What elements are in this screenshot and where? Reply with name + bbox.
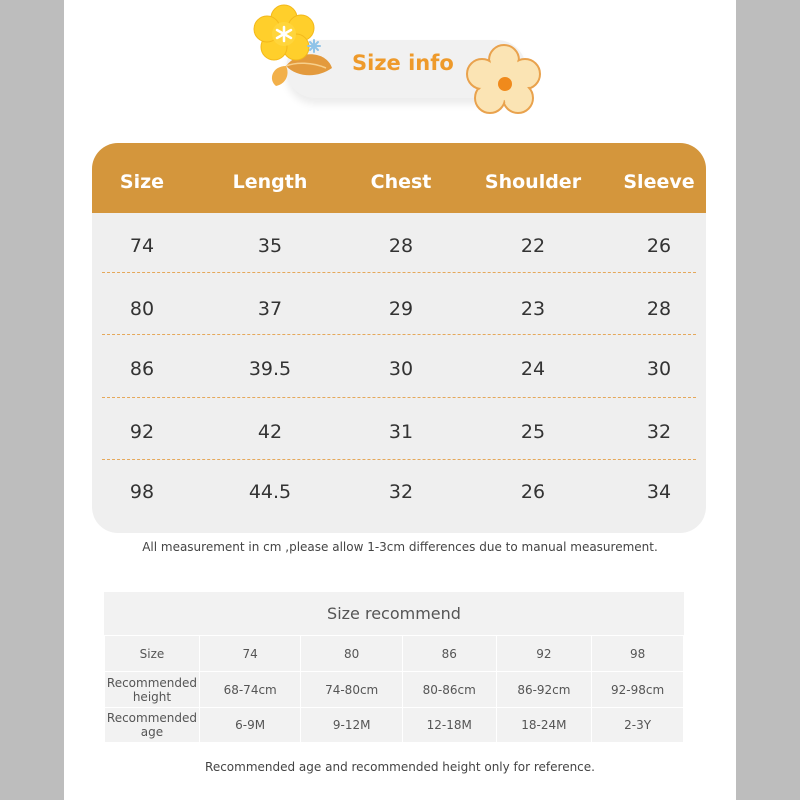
cell-chest: 28 [388, 235, 414, 257]
cell-sleeve: 32 [646, 421, 672, 443]
row-divider [102, 272, 696, 273]
cell-size: 92 [129, 421, 155, 443]
table-cell: 98 [592, 636, 684, 672]
cell-chest: 30 [388, 358, 414, 380]
cell-chest: 31 [388, 421, 414, 443]
row-label: Recommended age [105, 708, 200, 743]
table-cell: 86-92cm [496, 672, 592, 708]
table-row [92, 402, 706, 462]
table-row [92, 462, 706, 522]
table-row [92, 339, 706, 399]
table-row [105, 636, 684, 672]
left-gray-border [0, 0, 64, 800]
cell-size: 80 [129, 298, 155, 320]
cell-length: 44.5 [248, 481, 292, 503]
table-cell: 80-86cm [402, 672, 496, 708]
measurement-note: All measurement in cm ,please allow 1-3cm differences due to manual measurement. [142, 540, 658, 554]
cell-shoulder: 22 [520, 235, 546, 257]
row-label: Size [105, 636, 200, 672]
recommend-grid [104, 635, 684, 743]
table-row [92, 216, 706, 276]
cell-shoulder: 25 [520, 421, 546, 443]
cell-size: 86 [129, 358, 155, 380]
cell-length: 37 [257, 298, 283, 320]
table-row [105, 708, 684, 743]
header-size: Size [119, 171, 165, 193]
cell-shoulder: 24 [520, 358, 546, 380]
table-cell: 86 [402, 636, 496, 672]
cell-shoulder: 23 [520, 298, 546, 320]
recommend-title: Size recommend [327, 604, 461, 623]
cell-length: 39.5 [248, 358, 292, 380]
cell-length: 42 [257, 421, 283, 443]
cell-size: 74 [129, 235, 155, 257]
cell-sleeve: 30 [646, 358, 672, 380]
table-cell: 92-98cm [592, 672, 684, 708]
table-cell: 68-74cm [199, 672, 301, 708]
cell-sleeve: 26 [646, 235, 672, 257]
table-cell: 92 [496, 636, 592, 672]
cell-sleeve: 28 [646, 298, 672, 320]
table-row [105, 672, 684, 708]
cell-length: 35 [257, 235, 283, 257]
row-label: Recommended height [105, 672, 200, 708]
header-chest: Chest [370, 171, 432, 193]
table-cell: 12-18M [402, 708, 496, 743]
table-row [92, 279, 706, 339]
cell-chest: 32 [388, 481, 414, 503]
reference-note: Recommended age and recommended height only for reference. [205, 760, 595, 774]
right-gray-border [736, 0, 800, 800]
cell-chest: 29 [388, 298, 414, 320]
table-cell: 2-3Y [592, 708, 684, 743]
cell-sleeve: 34 [646, 481, 672, 503]
cell-shoulder: 26 [520, 481, 546, 503]
yellow-flower-icon [246, 0, 346, 92]
table-cell: 9-12M [301, 708, 403, 743]
table-cell: 74 [199, 636, 301, 672]
table-cell: 6-9M [199, 708, 301, 743]
size-recommend-table [104, 592, 684, 742]
header-shoulder: Shoulder [484, 171, 582, 193]
cream-flower-icon [462, 42, 546, 122]
cell-size: 98 [129, 481, 155, 503]
table-cell: 80 [301, 636, 403, 672]
header-length: Length [232, 171, 308, 193]
row-divider [102, 459, 696, 460]
header-sleeve: Sleeve [623, 171, 695, 193]
table-cell: 74-80cm [301, 672, 403, 708]
size-table-header [92, 143, 706, 213]
page-title: Size info [352, 51, 454, 75]
table-cell: 18-24M [496, 708, 592, 743]
row-divider [102, 397, 696, 398]
size-chart-table [92, 143, 706, 533]
row-divider [102, 334, 696, 335]
